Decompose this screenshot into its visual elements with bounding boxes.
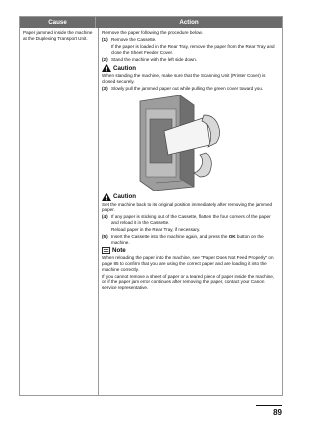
step-1-number: (1) <box>102 37 108 43</box>
step-4-subtext: Reload paper in the Rear Tray, if necessary. <box>111 227 201 233</box>
cause-header: Cause <box>20 17 96 28</box>
step-5-text-post: button on the machine. <box>111 234 264 245</box>
step-4-text: If any paper is sticking out of the Cassette, flatten the four corners of the paper and reload it in the Cassette. <box>111 214 271 226</box>
note-text-2: If you cannot remove a sheet of paper or a teared piece of paper inside the machine, or if the paper jam error continues after removing the paper, contact your Canon service representative. <box>102 273 275 290</box>
note-label: Note <box>112 247 126 255</box>
intro-text: Remove the paper following the procedure below. <box>102 30 203 35</box>
note-text-1: When reloading the paper into the machine, see "Paper Does Not Feed Properly" on page 85 to confirm that you are using the correct paper and are loading it into the machine correctly. <box>102 255 274 272</box>
table-header <box>20 17 282 28</box>
troubleshooting-table <box>19 16 283 396</box>
cause-cell <box>20 28 99 395</box>
action-cell <box>99 28 282 395</box>
warning-icon <box>102 64 111 72</box>
step-4 <box>102 214 279 225</box>
caution-label-2: Caution <box>113 192 137 200</box>
caution-heading-2 <box>102 193 279 201</box>
step-5-text-pre: Insert the Cassette into the machine again, and press the <box>111 234 229 240</box>
step-1 <box>102 37 279 43</box>
step-5-text <box>111 234 279 245</box>
machine-illustration <box>120 95 232 191</box>
caution-label-1: Caution <box>113 64 137 72</box>
warning-icon <box>102 193 111 201</box>
cause-text: Paper jammed inside the machine at the Duplexing Transport Unit. <box>23 30 93 41</box>
caution-text-2: Set the machine back to its original position immediately after removing the jammed paper. <box>102 201 273 213</box>
step-2-number: (2) <box>102 56 108 62</box>
step-2 <box>102 57 279 63</box>
caution-heading-1 <box>102 64 279 72</box>
note-heading <box>102 247 279 254</box>
note-icon <box>102 247 110 254</box>
table-row <box>20 28 282 395</box>
step-4-number: (4) <box>102 214 108 220</box>
step-1-subtext: If the paper is loaded in the Rear Tray, remove the paper from the Rear Tray and close the Sheet Feeder Cover. <box>111 44 275 55</box>
step-3-number: (3) <box>102 86 108 92</box>
step-5-number: (5) <box>102 234 108 240</box>
caution-text-1: When standing the machine, make sure that the Scanning Unit (Printer Cover) is closed securely. <box>102 73 266 85</box>
step-3-text: Slowly pull the jammed paper out while pulling the green cover toward you. <box>111 86 264 92</box>
step-3 <box>102 86 279 92</box>
ok-key-label: OK <box>228 234 236 240</box>
step-1-text: Remove the Cassette. <box>111 37 157 43</box>
page-rule <box>256 405 282 406</box>
page-number: 89 <box>273 408 282 417</box>
step-5 <box>102 234 279 245</box>
action-header: Action <box>179 19 199 26</box>
step-2-text: Stand the machine with the left side down. <box>111 56 198 62</box>
